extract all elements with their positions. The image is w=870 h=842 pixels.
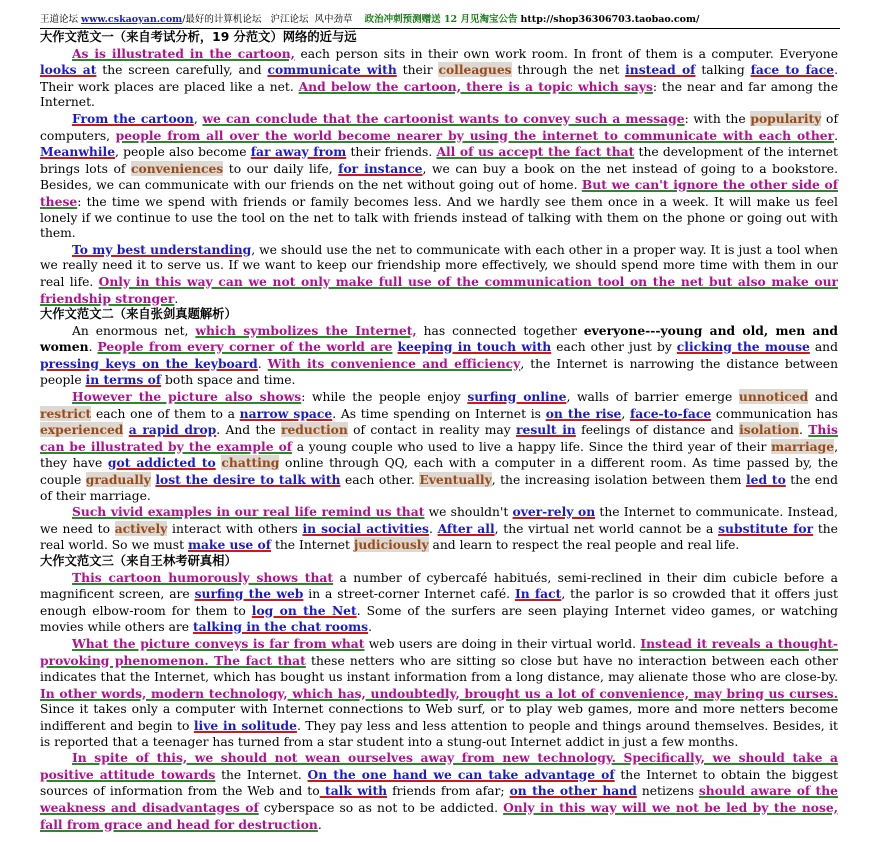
keyword-phrase: narrow space bbox=[239, 405, 333, 421]
header-promo: 政治冲刺预测赠送 12 月见淘宝公告 bbox=[364, 14, 518, 25]
header-slogan: /最好的计算机论坛 bbox=[182, 14, 262, 25]
vocab-word: colleagues bbox=[438, 62, 512, 78]
text-run: . Their work places are placed like a net. bbox=[40, 63, 838, 94]
vocab-word: reduction bbox=[280, 422, 348, 438]
text-run: web users are doing in their virtual world. bbox=[364, 636, 641, 651]
keyword-phrase: clicking the mouse bbox=[676, 339, 810, 355]
text-run: each other just by bbox=[551, 340, 677, 355]
vocab-word: popularity bbox=[750, 110, 822, 126]
keyword-phrase: got addicted to bbox=[107, 455, 216, 471]
text-run: : the near and far among the Internet. bbox=[40, 79, 838, 110]
highlight-phrase: should aware of the weakness and disadvantages of bbox=[40, 783, 839, 815]
vocab-word: isolation bbox=[739, 422, 800, 438]
essay-paragraph bbox=[40, 570, 838, 636]
essay-title: 大作文范文二（来自张剑真题解析） bbox=[40, 307, 237, 322]
essay-paragraph bbox=[40, 46, 838, 111]
keyword-phrase: surfing online bbox=[467, 389, 567, 405]
text-run: . As time spending on Internet is bbox=[332, 406, 546, 421]
text-run: friends from afar; bbox=[387, 784, 510, 799]
text-run: to our daily life, bbox=[223, 161, 339, 176]
highlight-phrase: In other words, modern technology, which has, undoubtedly, brought us a lot of convenience, may bring us curses. bbox=[40, 685, 838, 701]
keyword-phrase: lost the desire to talk with bbox=[155, 472, 341, 488]
keyword-phrase: talk with bbox=[319, 783, 388, 799]
text-run: the Internet bbox=[271, 538, 354, 553]
vocab-word: gradually bbox=[85, 472, 151, 488]
keyword-phrase: To my best understanding bbox=[72, 241, 252, 257]
text-run: , bbox=[193, 111, 203, 126]
keyword-phrase: log on the Net bbox=[251, 602, 357, 618]
text-run: communication has bbox=[711, 406, 838, 421]
highlight-phrase: People from every corner of the world are bbox=[97, 339, 393, 355]
keyword-phrase: far away from bbox=[250, 144, 347, 160]
highlight-phrase: Only in this way can we not only make full use of the communication tool on the net but also make our friendship stronger bbox=[40, 273, 839, 306]
text-run: through the net bbox=[511, 63, 626, 78]
text-run: interact with others bbox=[167, 521, 303, 536]
text-run: . bbox=[88, 340, 98, 355]
text-run: and learn to respect the real people and real life. bbox=[428, 538, 740, 553]
highlight-phrase: Instead it reveals a thought-provoking phenomenon. The fact that bbox=[40, 635, 838, 668]
highlight-phrase: As is illustrated in the cartoon, bbox=[72, 45, 295, 61]
essay-paragraph bbox=[40, 750, 838, 833]
text-run: . bbox=[368, 620, 373, 635]
text-run: . They pay less and less attention to people and things around themselves. Besides, it is reported that a teenager has turned from a star student into a stung-out Internet addict in just a few months. bbox=[40, 718, 838, 749]
text-run: in a street-corner Internet café. bbox=[303, 587, 515, 602]
text-run: . bbox=[834, 128, 838, 143]
text-run: . bbox=[257, 356, 268, 371]
text-run: . bbox=[317, 817, 322, 832]
text-run: the end of their marriage. bbox=[40, 473, 838, 503]
essay-paragraph bbox=[40, 636, 838, 750]
text-run: netizens bbox=[636, 784, 699, 799]
text-run: : the time we spend with friends or family becomes less. And we hardly see them once in a week. It will make us feel lonely if we continue to use the tool on the net to talk with friends instead of talking with them on the phone or going out with them. bbox=[40, 194, 838, 241]
text-run: of computers, bbox=[40, 111, 839, 143]
highlight-phrase: However the picture also shows bbox=[72, 389, 302, 405]
keyword-phrase: result in bbox=[516, 422, 576, 438]
keyword-phrase: a rapid drop bbox=[128, 422, 217, 438]
text-run: these netters who are sitting so close but have no interaction between each other indicates that the Internet, which has bought us instant information from a long distance, may alienate those who are close-by. bbox=[40, 653, 839, 685]
vocab-word: experienced bbox=[40, 422, 124, 438]
text-run: and bbox=[809, 340, 838, 355]
keyword-phrase: face-to-face bbox=[629, 405, 712, 421]
vocab-word: actively bbox=[114, 520, 168, 536]
highlight-phrase: What the picture conveys is far from what bbox=[72, 635, 365, 651]
keyword-phrase: on the other hand bbox=[509, 783, 637, 799]
keyword-phrase: led to bbox=[745, 472, 786, 488]
keyword-phrase: From the cartoon bbox=[72, 110, 194, 126]
vocab-word: conveniences bbox=[131, 160, 224, 176]
text-run: their friends. bbox=[346, 145, 437, 160]
keyword-phrase: in terms of bbox=[85, 372, 162, 388]
text-run: : while the people enjoy bbox=[301, 390, 468, 405]
keyword-phrase: in social activities bbox=[302, 520, 429, 536]
text-run: , people also become bbox=[115, 145, 251, 160]
text-run: talking bbox=[695, 63, 751, 78]
text-run: the screen carefully, and bbox=[96, 63, 268, 78]
text-run: , we can buy a book on the net instead of going to a bookstore. Besides, we can communicate with our friends on the net without going out of home. bbox=[40, 161, 838, 193]
essay-paragraph bbox=[40, 323, 838, 389]
vocab-word: restrict bbox=[40, 405, 92, 421]
text-run: An enormous net, bbox=[72, 323, 196, 338]
bold-text: everyone---young and old, men and women bbox=[40, 322, 839, 355]
text-run: the real world. So we must bbox=[40, 521, 838, 553]
text-run: cyberspace so as not to be addicted. bbox=[258, 800, 504, 815]
page-header bbox=[40, 12, 840, 29]
text-run: feelings of distance and bbox=[575, 423, 740, 438]
text-run: their bbox=[396, 63, 439, 78]
highlight-phrase: which symbolizes the Internet, bbox=[195, 322, 417, 338]
highlight-phrase: This cartoon humorously shows that bbox=[72, 569, 334, 585]
keyword-phrase: substitute for bbox=[718, 520, 814, 536]
text-run: online through QQ, each with a computer in a different room. As time passed by, the couple bbox=[40, 456, 838, 488]
text-run: each person sits in their own work room. In front of them is a computer. Everyone bbox=[294, 46, 838, 61]
vocab-word: judiciously bbox=[353, 537, 429, 553]
keyword-phrase: talking in the chat rooms bbox=[192, 619, 369, 635]
text-run: . bbox=[174, 291, 179, 306]
keyword-phrase: over-rely on bbox=[512, 504, 596, 520]
text-run: and bbox=[808, 390, 838, 405]
highlight-phrase: All of us accept the fact that bbox=[436, 144, 635, 160]
keyword-phrase: live in solitude bbox=[193, 717, 297, 733]
vocab-word: Eventually bbox=[419, 472, 492, 488]
text-run: , the Internet is narrowing the distance between people bbox=[40, 356, 838, 388]
text-run: , the virtual net world cannot be a bbox=[494, 521, 719, 536]
text-run: . And the bbox=[216, 423, 281, 438]
essay-paragraph bbox=[40, 111, 838, 242]
highlight-phrase: This can be illustrated by the example of bbox=[40, 422, 838, 454]
highlight-phrase: people from all over the world become nearer by using the internet to communicate with each other bbox=[115, 127, 835, 143]
text-run: of contact in reality may bbox=[347, 423, 517, 438]
keyword-phrase: on the rise bbox=[545, 405, 622, 421]
essay-paragraph bbox=[40, 389, 838, 504]
text-run: . bbox=[799, 423, 809, 438]
vocab-word: unnoticed bbox=[738, 389, 809, 405]
keyword-phrase: Meanwhile bbox=[40, 144, 116, 160]
vocab-word: chatting bbox=[221, 455, 280, 471]
keyword-phrase: for instance bbox=[338, 160, 423, 176]
keyword-phrase: keeping in touch with bbox=[397, 339, 552, 355]
highlight-phrase: we can conclude that the cartoonist wants to convey such a message bbox=[202, 110, 685, 126]
text-run: the Internet. bbox=[215, 767, 308, 782]
keyword-phrase: pressing keys on the keyboard bbox=[40, 355, 258, 371]
keyword-phrase: make use of bbox=[187, 537, 272, 553]
keyword-phrase: In fact bbox=[514, 586, 562, 602]
text-run: , they have bbox=[40, 439, 838, 471]
text-run: , the parlor is so crowded that it offers just enough elbow-room for them to bbox=[40, 587, 838, 618]
keyword-phrase: face to face bbox=[750, 62, 835, 78]
keyword-phrase: surfing the web bbox=[194, 586, 304, 602]
highlight-phrase: But we can't ignore the other side of these bbox=[40, 177, 839, 209]
essay-title: 大作文范文一（来自考试分析，19 分范文）网络的近与远 bbox=[40, 30, 357, 44]
text-run: . Some of the surfers are seen playing Internet video games, or watching movies while others are bbox=[40, 603, 839, 635]
text-run: the Internet to communicate. Instead, we need to bbox=[40, 505, 838, 536]
text-run: we shouldn't bbox=[424, 505, 513, 520]
header-shop-link[interactable]: http://shop36306703.taobao.com/ bbox=[520, 14, 700, 25]
text-run: each other. bbox=[340, 473, 420, 488]
text-run: the Internet to obtain the biggest sources of information from the Web and to bbox=[40, 767, 838, 799]
text-run: the development of the internet brings lots of bbox=[40, 145, 838, 176]
keyword-phrase: On the one hand we can take advantage of bbox=[307, 766, 615, 782]
document-body bbox=[40, 30, 838, 833]
text-run: each one of them to a bbox=[91, 406, 240, 421]
highlight-phrase: With its convenience and efficiency bbox=[267, 355, 521, 371]
keyword-phrase: communicate with bbox=[267, 62, 397, 78]
header-forum-slogan: 风中劲草 bbox=[314, 14, 353, 25]
essay-paragraph bbox=[40, 242, 838, 307]
vocab-word: marriage bbox=[771, 438, 835, 454]
text-run: , bbox=[621, 406, 630, 421]
text-run: . bbox=[428, 521, 438, 536]
essay-paragraph bbox=[40, 504, 838, 554]
keyword-phrase: After all bbox=[437, 520, 495, 536]
text-run: , walls of barrier emerge bbox=[566, 390, 739, 405]
text-run: a number of cybercafé habitués, semi-reclined in their dim cubicle before a magnificent screen, are bbox=[40, 570, 838, 602]
highlight-phrase: Only in this way will we not be led by the nose, fall from grace and head for destruction bbox=[40, 799, 838, 832]
text-run: Since it takes only a computer with Internet connections to Web surf, or to play web games, more and more netters become indifferent and begin to bbox=[40, 702, 838, 733]
text-run: , the increasing isolation between them bbox=[491, 473, 746, 488]
text-run: : with the bbox=[684, 111, 751, 126]
header-forum-name: 沪江论坛 bbox=[270, 14, 309, 25]
highlight-phrase: Such vivid examples in our real life remind us that bbox=[72, 504, 425, 520]
text-run: has connected together bbox=[416, 323, 584, 338]
essay-title: 大作文范文三（来自王林考研真相） bbox=[40, 554, 237, 568]
highlight-phrase: And below the cartoon, there is a topic which says bbox=[298, 78, 653, 94]
keyword-phrase: instead of bbox=[625, 62, 696, 78]
text-run: , we should use the net to communicate with each other in a proper way. It is just a tool when we really need it to serve us. If we want to keep our friendship more effectively, we should spend more time with them in our real life. bbox=[40, 242, 838, 289]
header-site-name: 王道论坛 bbox=[40, 14, 79, 25]
highlight-phrase: In spite of this, we should not wean ourselves away from new technology. Specifically, we should take a positive attitude towards bbox=[40, 750, 838, 782]
text-run: a young couple who used to live a happy life. Since the third year of their bbox=[292, 439, 772, 454]
header-site-link[interactable]: www.cskaoyan.com bbox=[81, 14, 183, 25]
keyword-phrase: looks at bbox=[40, 62, 97, 78]
text-run: both space and time. bbox=[161, 373, 296, 388]
